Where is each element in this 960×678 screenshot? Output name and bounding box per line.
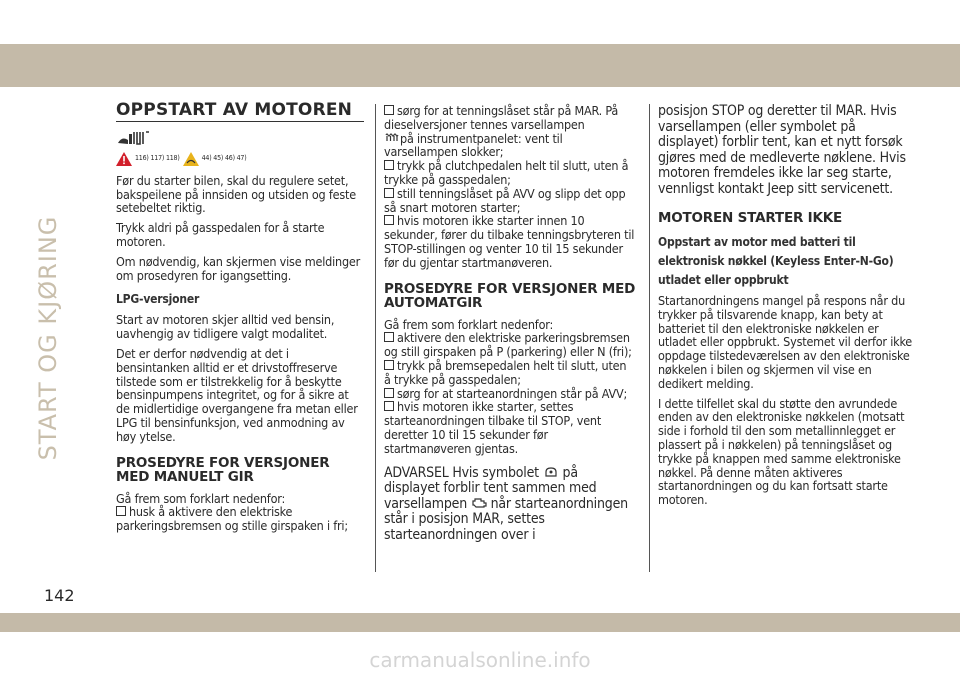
engine-not-starting-heading: MOTOREN STARTER IKKE: [658, 210, 843, 226]
caution-refs: 44) 45) 46) 47): [201, 153, 247, 162]
checkbox-bullet-icon: [116, 506, 126, 516]
list-item: hvis motoren ikke starter innen 10 sekunder, fører du tilbake tenningsbryteren til STOP-stillingen og venter 10 til 15 sekunder før du gjentar startmanøveren.: [384, 213, 635, 270]
checkbox-bullet-icon: [384, 215, 394, 225]
checkbox-bullet-icon: [384, 160, 394, 170]
checkbox-bullet-icon: [384, 188, 394, 198]
checkbox-bullet-icon: [384, 332, 394, 342]
paragraph: Om nødvendig, kan skjermen vise meldinger om prosedyren for igangsetting.: [116, 253, 361, 283]
warning-triangle-icon: [116, 152, 132, 166]
checkbox-bullet-icon: [384, 105, 394, 115]
list-item: trykk på bremsepedalen helt til slutt, uten å trykke på gasspedalen;: [384, 357, 627, 387]
list-item: hvis motoren ikke starter, settes starteanordningen tilbake til STOP, vent deretter 10 til 15 sekunder før startmanøveren gjentas.: [384, 399, 602, 456]
paragraph: Gå frem som forklart nedenfor:: [116, 490, 286, 506]
section-title: OPPSTART AV MOTOREN: [116, 104, 364, 122]
engine-warning-icon: [471, 497, 487, 509]
column-divider: [375, 104, 376, 572]
paragraph: Gå frem som forklart nedenfor:: [384, 316, 554, 332]
paragraph: I dette tilfellet skal du støtte den avrundede enden av den elektroniske nøkkelen (motsatt side i forhold til den som metallinnlegget er plassert på i nøkkelen) på tenningslåset og trykke på knappen med samme elektroniske nøkkel. På denne måten aktiveres startanordningen og du kan fortsatt starte motoren.: [658, 395, 905, 508]
lpg-cng-icon: [116, 128, 160, 148]
caution-triangle-icon: [183, 152, 199, 166]
list-item: still tenningslåset på AVV og slipp det opp så snart motoren starter;: [384, 185, 626, 215]
list-item: trykk på clutchpedalen helt til slutt, uten å trykke på gasspedalen;: [384, 158, 629, 187]
list-item: aktivere den elektriske parkeringsbremsen og still girspaken på P (parkering) eller N (fri);: [384, 330, 632, 360]
chapter-side-label: START OG KJØRING: [34, 215, 62, 461]
paragraph: Trykk aldri på gasspedalen for å starte motoren.: [116, 220, 325, 249]
checkbox-bullet-icon: [384, 388, 394, 398]
checkbox-bullet-icon: [384, 360, 394, 370]
paragraph: Startanordningens mangel på respons når du trykker på tilsvarende knapp, kan bety at batteriet til den elektroniske nøkkelen er utladet eller oppbrukt. Systemet vil derfor ikke oppdage tilstedeværelsen av den elektroniske nøkkelen i bilen og skjermen vil vise en dedikert melding.: [658, 293, 913, 391]
list-item: sørg for at starteanordningen står på AVV;: [384, 387, 636, 401]
list-item: husk å aktivere den elektriske parkeringsbremsen og stille girspaken i fri;: [116, 504, 348, 534]
lpg-heading: LPG-versjoner: [116, 292, 200, 307]
checkbox-bullet-icon: [384, 401, 394, 411]
warning-refs: 116) 117) 118): [135, 153, 180, 162]
automatic-gear-heading: PROSEDYRE FOR VERSJONER MED AUTOMATGIR: [384, 280, 636, 311]
column-divider: [649, 104, 650, 572]
key-symbol-icon: [543, 466, 559, 478]
warning-note: ADVARSEL Hvis symbolet på displayet forblir tent sammen med varsellampen når starteanordningen står i posisjon MAR, settes starteanordningen over i: [384, 464, 628, 543]
paragraph: Før du starter bilen, skal du regulere setet, bakspeilene på innsiden og utsiden og feste setebeltet riktig.: [116, 172, 356, 216]
column-1: [116, 100, 364, 534]
list-item: sørg for at tenningslåset står på MAR. På dieselversjoner tennes varsellampen på instrumentpanelet: vent til varsellampen slokker;: [384, 103, 619, 160]
version-icons: [116, 128, 364, 150]
keyless-heading: Oppstart av motor med batteri til elektronisk nøkkel (Keyless Enter-N-Go) utladet eller oppbrukt: [658, 235, 894, 287]
watermark: carmanualsonline.info: [369, 648, 591, 672]
page-number: 142: [44, 586, 75, 605]
paragraph: Start av motoren skjer alltid ved bensin, uavhengig av tidligere valgt modalitet.: [116, 312, 335, 342]
paragraph: Det er derfor nødvendig at det i bensintanken alltid er et drivstoffreserve tilstede som er tilstrekkelig for å beskytte bensinpumpens integritet, og for å sikre at de midlertidige overgangene fra metan eller LPG til bensinfunksjon, ved anmodning av høy ytelse.: [116, 345, 358, 444]
glow-plug-icon: [384, 132, 400, 144]
column-3: [658, 104, 916, 513]
column-2: [384, 104, 636, 543]
manual-gear-heading: PROSEDYRE FOR VERSJONER MED MANUELT GIR: [116, 454, 330, 485]
paragraph: posisjon STOP og deretter til MAR. Hvis varsellampen (eller symbolet på displayet) forblir tent, kan et nytt forsøk gjøres med de medleverte nøklene. Hvis motoren fremdeles ikke lar seg starte, vennligst kontakt Jeep sitt servicenett.: [658, 103, 906, 197]
header-band: [0, 44, 960, 87]
footer-band: [0, 613, 960, 632]
warning-references: [116, 152, 364, 166]
